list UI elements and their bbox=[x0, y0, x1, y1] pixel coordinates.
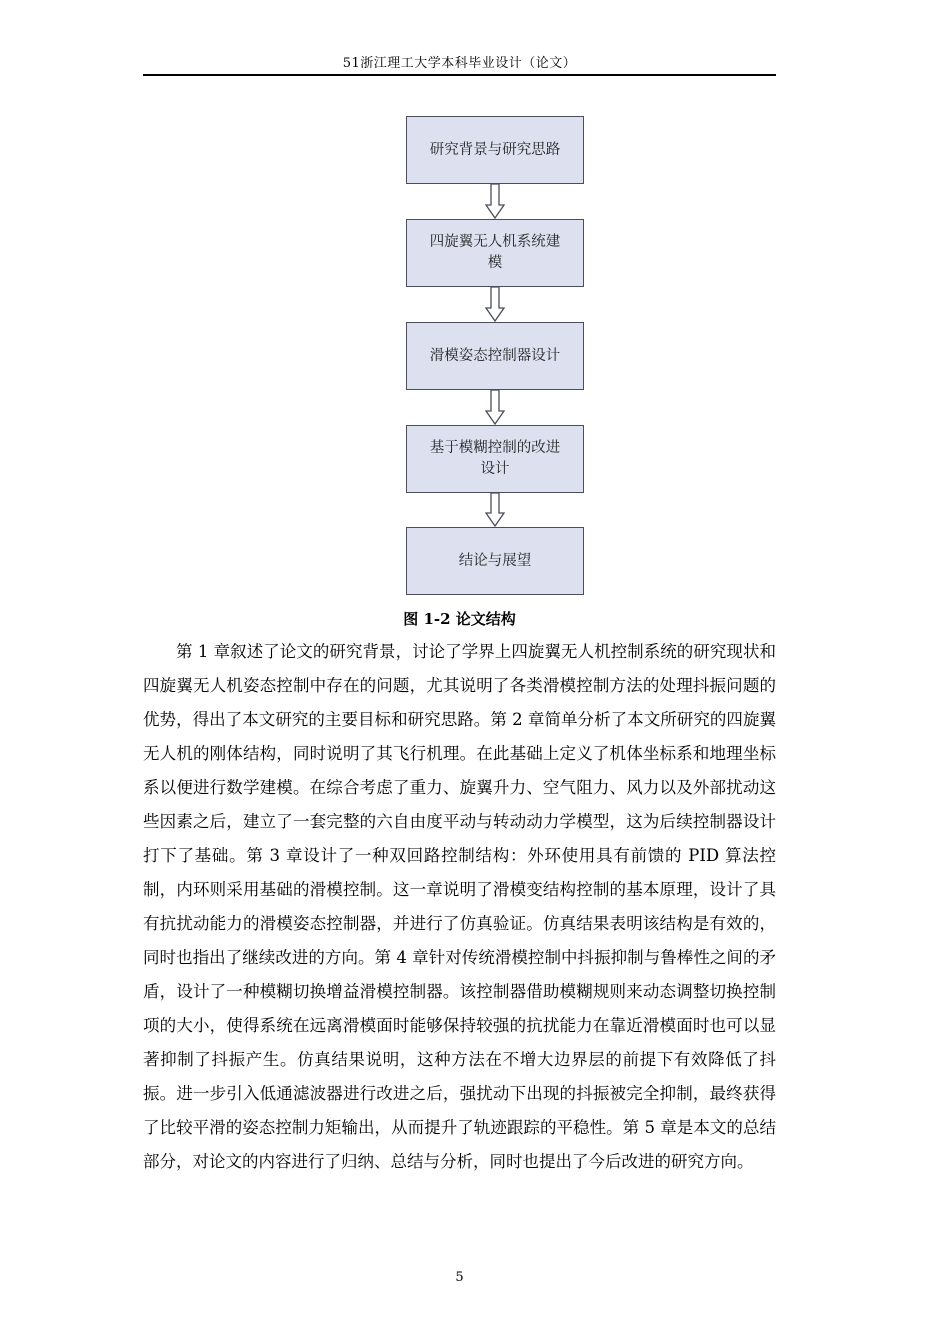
page-number: 5 bbox=[455, 1270, 464, 1285]
figure-caption: 图 1-2 论文结构 bbox=[403, 610, 516, 628]
flow-step-fuzzy-improvement: 基于模糊控制的改进设计 bbox=[406, 425, 584, 493]
flow-step-conclusion: 结论与展望 bbox=[406, 527, 584, 595]
body-paragraph: 第 1 章叙述了论文的研究背景，讨论了学界上四旋翼无人机控制系统的研究现状和四旋翼无人机姿态控制中存在的问题，尤其说明了各类滑模控制方法的处理抖振问题的优势，得出了本文研究的主要目标和研究思路。第 2 章简单分析了本文所研究的四旋翼无人机的刚体结构，同时说明了其飞行机理。在此基础上定义了机体坐标系和地理坐标系以便进行数学建模。在综合考虑了重力、旋翼升力、空气阻力、风力以及外部扰动这些因素之后，建立了一套完整的六自由度平动与转动动力学模型，这为后续控制器设计打下了基础。第 3 章设计了一种双回路控制结构：外环使用具有前馈的 PID 算法控制，内环则采用基础的滑模控制。这一章说明了滑模变结构控制的基本原理，设计了具有抗扰动能力的滑模姿态控制器，并进行了仿真验证。仿真结果表明该结构是有效的，同时也指出了继续改进的方向。第 4 章针对传统滑模控制中抖振抑制与鲁棒性之间的矛盾，设计了一种模糊切换增益滑模控制器。该控制器借助模糊规则来动态调整切换控制项的大小，使得系统在远离滑模面时能够保持较强的抗扰能力在靠近滑模面时也可以显著抑制了抖振产生。仿真结果说明，这种方法在不增大边界层的前提下有效降低了抖振。进一步引入低通滤波器进行改进之后，强扰动下出现的抖振被完全抑制，最终获得了比较平滑的姿态控制力矩输出，从而提升了轨迹跟踪的平稳性。第 5 章是本文的总结部分，对论文的内容进行了归纳、总结与分析，同时也提出了今后改进的研究方向。 bbox=[143, 642, 776, 1171]
header-rule bbox=[143, 74, 776, 76]
flow-step-controller-design: 滑模姿态控制器设计 bbox=[406, 322, 584, 390]
flow-arrow-down-icon bbox=[485, 287, 505, 322]
flow-step-modeling: 四旋翼无人机系统建模 bbox=[406, 219, 584, 287]
body-text bbox=[143, 635, 776, 1179]
flow-arrow-down-icon bbox=[485, 493, 505, 527]
flow-arrow-down-icon bbox=[485, 184, 505, 219]
flow-arrow-down-icon bbox=[485, 390, 505, 425]
page-header: 51浙江理工大学本科毕业设计（论文） bbox=[342, 56, 577, 71]
flow-step-background: 研究背景与研究思路 bbox=[406, 116, 584, 184]
